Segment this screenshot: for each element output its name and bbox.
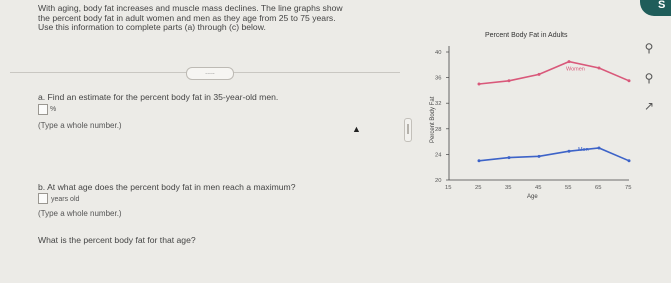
part-a-answer-input[interactable] <box>38 104 48 115</box>
chart-xlabel: Age <box>527 194 538 200</box>
body-fat-chart <box>403 28 635 208</box>
y-tick-label: 28 <box>435 126 442 133</box>
series-label-women: Women <box>566 66 585 73</box>
x-tick-label: 65 <box>595 185 602 191</box>
part-a-hint: (Type a whole number.) <box>38 121 122 130</box>
series-label-men: Men <box>578 147 589 153</box>
data-point-women <box>538 73 541 76</box>
x-tick-label: 25 <box>475 185 482 191</box>
data-point-men <box>478 159 481 162</box>
part-b-answer-input[interactable] <box>38 193 48 204</box>
part-b-question: b. At what age does the percent body fat in men reach a maximum? <box>38 182 296 192</box>
data-point-men <box>538 155 541 158</box>
y-tick-label: 20 <box>435 178 442 184</box>
popout-icon[interactable]: ↗ <box>643 99 655 113</box>
data-point-women <box>598 67 601 70</box>
x-tick-label: 35 <box>505 185 512 191</box>
x-tick-label: 55 <box>565 185 572 191</box>
data-point-women <box>628 79 631 82</box>
chart-ylabel: Percent Body Fat <box>430 96 436 143</box>
data-point-women <box>568 60 571 63</box>
part-a-unit: % <box>50 106 57 113</box>
intro-line-2: the percent body fat in adult women and men as they age from 25 to 75 years. <box>38 12 336 23</box>
plot-area <box>435 46 631 191</box>
part-a-question: a. Find an estimate for the percent body fat in 35-year-old men. <box>38 92 279 102</box>
expand-more-button[interactable]: ..... <box>186 67 234 80</box>
series-line-women <box>479 62 629 84</box>
account-initial: S <box>658 0 666 11</box>
problem-intro <box>38 4 398 33</box>
zoom-in-icon[interactable]: ⚲ <box>644 41 654 55</box>
data-point-men <box>568 150 571 153</box>
mouse-cursor-icon: ▲ <box>352 124 361 134</box>
data-point-women <box>508 79 511 82</box>
y-tick-label: 24 <box>435 152 442 159</box>
chart-title: Percent Body Fat in Adults <box>485 32 568 39</box>
y-tick-label: 36 <box>435 75 442 82</box>
y-tick-label: 32 <box>435 101 442 108</box>
part-b-unit: years old <box>51 196 80 203</box>
part-b-hint: (Type a whole number.) <box>38 209 122 218</box>
x-tick-label: 75 <box>625 185 632 191</box>
data-point-men <box>628 159 631 162</box>
data-point-women <box>478 83 481 86</box>
account-button[interactable] <box>640 0 671 16</box>
intro-line-1: With aging, body fat increases and muscle mass declines. The line graphs show <box>38 3 343 13</box>
x-tick-label: 15 <box>445 185 452 191</box>
zoom-out-icon[interactable]: ⚲ <box>644 71 654 85</box>
x-tick-label: 45 <box>535 185 542 191</box>
part-b2-question: What is the percent body fat for that age? <box>38 235 196 245</box>
data-point-men <box>508 156 511 159</box>
intro-line-3: Use this information to complete parts (a) through (c) below. <box>38 22 266 33</box>
y-tick-label: 40 <box>435 50 442 56</box>
data-point-men <box>598 147 601 150</box>
series-line-men <box>479 148 629 161</box>
